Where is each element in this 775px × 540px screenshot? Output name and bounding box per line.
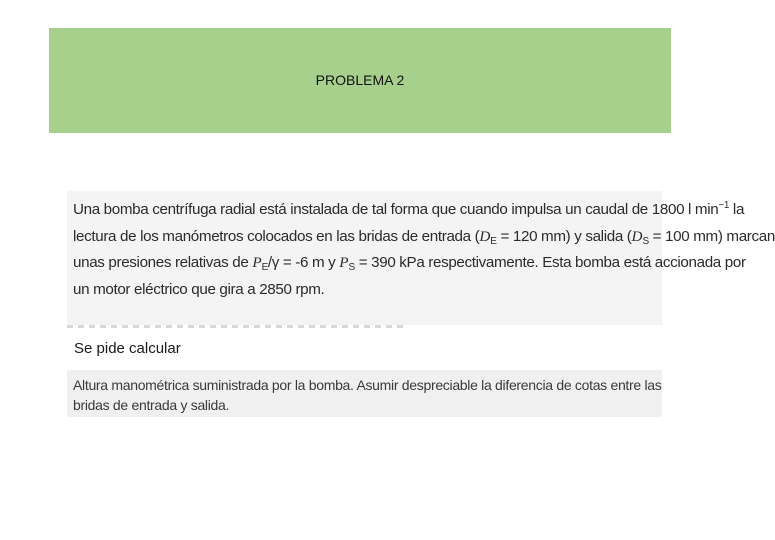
problem-line-3 <box>73 250 746 277</box>
cropped-text-remnant <box>67 322 407 328</box>
problem-line-1 <box>73 197 745 224</box>
problem-text: = 120 mm) y salida ( <box>496 227 632 245</box>
task-line-1: Altura manométrica suministrada por la bomba. Asumir despreciable la diferencia de cotas entre las <box>73 377 662 393</box>
problem-text: lectura de los manómetros colocados en las bridas de entrada ( <box>73 227 480 245</box>
problem-text: = 390 kPa respectivamente. Esta bomba está accionada por <box>354 254 746 271</box>
variable: P <box>252 254 262 271</box>
subscript: E <box>261 262 268 273</box>
task-line-2: bridas de entrada y salida. <box>73 397 230 413</box>
exponent: −1 <box>718 200 730 211</box>
problem-line-4: un motor eléctrico que gira a 2850 rpm. <box>73 280 325 298</box>
slide-title: PROBLEMA 2 <box>315 72 405 88</box>
problem-text: unas presiones relativas de <box>73 254 253 271</box>
problem-text: Una bomba centrífuga radial está instalada de tal forma que cuando impulsa un caudal de 1800 l min <box>73 201 719 218</box>
subscript: E <box>490 235 497 247</box>
section-label: Se pide calcular <box>74 340 181 357</box>
subscript: S <box>348 262 355 273</box>
subscript: S <box>642 235 649 247</box>
problem-text: = 100 mm) marcan <box>648 227 775 245</box>
problem-statement-image <box>67 191 775 325</box>
problem-line-2 <box>73 224 775 251</box>
variable: P <box>339 254 349 271</box>
variable: D <box>479 227 491 245</box>
variable: D <box>631 227 643 245</box>
task-statement-image <box>67 370 662 417</box>
problem-text: /γ = -6 m y <box>267 254 340 271</box>
problem-text: la <box>729 201 745 218</box>
title-banner <box>49 28 671 133</box>
